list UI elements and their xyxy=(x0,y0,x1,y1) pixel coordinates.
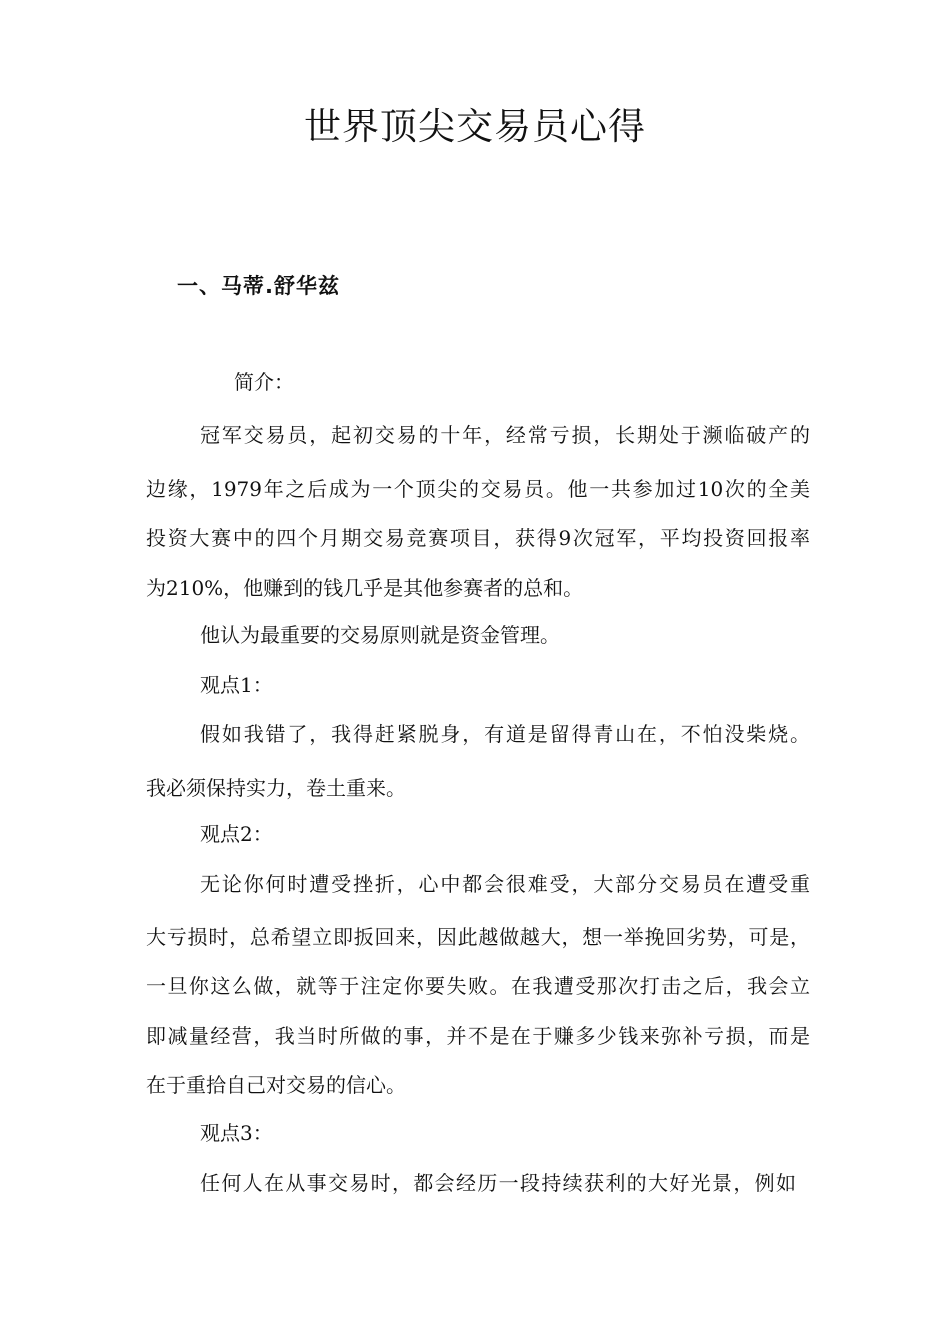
view2-label: 观点2： xyxy=(200,822,273,846)
view1-paragraph-line: 假如我错了，我得赶紧脱身，有道是留得青山在，不怕没柴烧。 xyxy=(200,722,810,746)
section-heading: 一、马蒂.舒华兹 xyxy=(177,274,340,298)
intro-paragraph-line: 冠军交易员，起初交易的十年，经常亏损，长期处于濒临破产的 xyxy=(200,423,810,447)
view3-paragraph-line: 任何人在从事交易时，都会经历一段持续获利的大好光景，例如 xyxy=(200,1171,796,1195)
view2-paragraph-line: 无论你何时遭受挫折，心中都会很难受，大部分交易员在遭受重 xyxy=(200,872,810,896)
view2-paragraph-line: 在于重拾自己对交易的信心。 xyxy=(146,1073,406,1097)
intro-label: 简介： xyxy=(234,370,294,394)
document-title: 世界顶尖交易员心得 xyxy=(304,105,646,148)
intro-paragraph-line: 投资大赛中的四个月期交易竞赛项目，获得9次冠军，平均投资回报率 xyxy=(146,526,810,550)
view2-paragraph-line: 一旦你这么做，就等于注定你要失败。在我遭受那次打击之后，我会立 xyxy=(146,974,810,998)
principle-paragraph: 他认为最重要的交易原则就是资金管理。 xyxy=(200,623,560,647)
intro-paragraph-line: 为210%，他赚到的钱几乎是其他参赛者的总和。 xyxy=(146,576,584,600)
view2-paragraph-line: 大亏损时，总希望立即扳回来，因此越做越大，想一举挽回劣势，可是， xyxy=(146,925,810,949)
view1-paragraph-line: 我必须保持实力，卷土重来。 xyxy=(146,776,406,800)
view1-label: 观点1： xyxy=(200,673,273,697)
view3-label: 观点3： xyxy=(200,1121,273,1145)
intro-paragraph-line: 边缘，1979年之后成为一个顶尖的交易员。他一共参加过10次的全美 xyxy=(146,477,810,501)
view2-paragraph-line: 即减量经营，我当时所做的事，并不是在于赚多少钱来弥补亏损，而是 xyxy=(146,1024,810,1048)
